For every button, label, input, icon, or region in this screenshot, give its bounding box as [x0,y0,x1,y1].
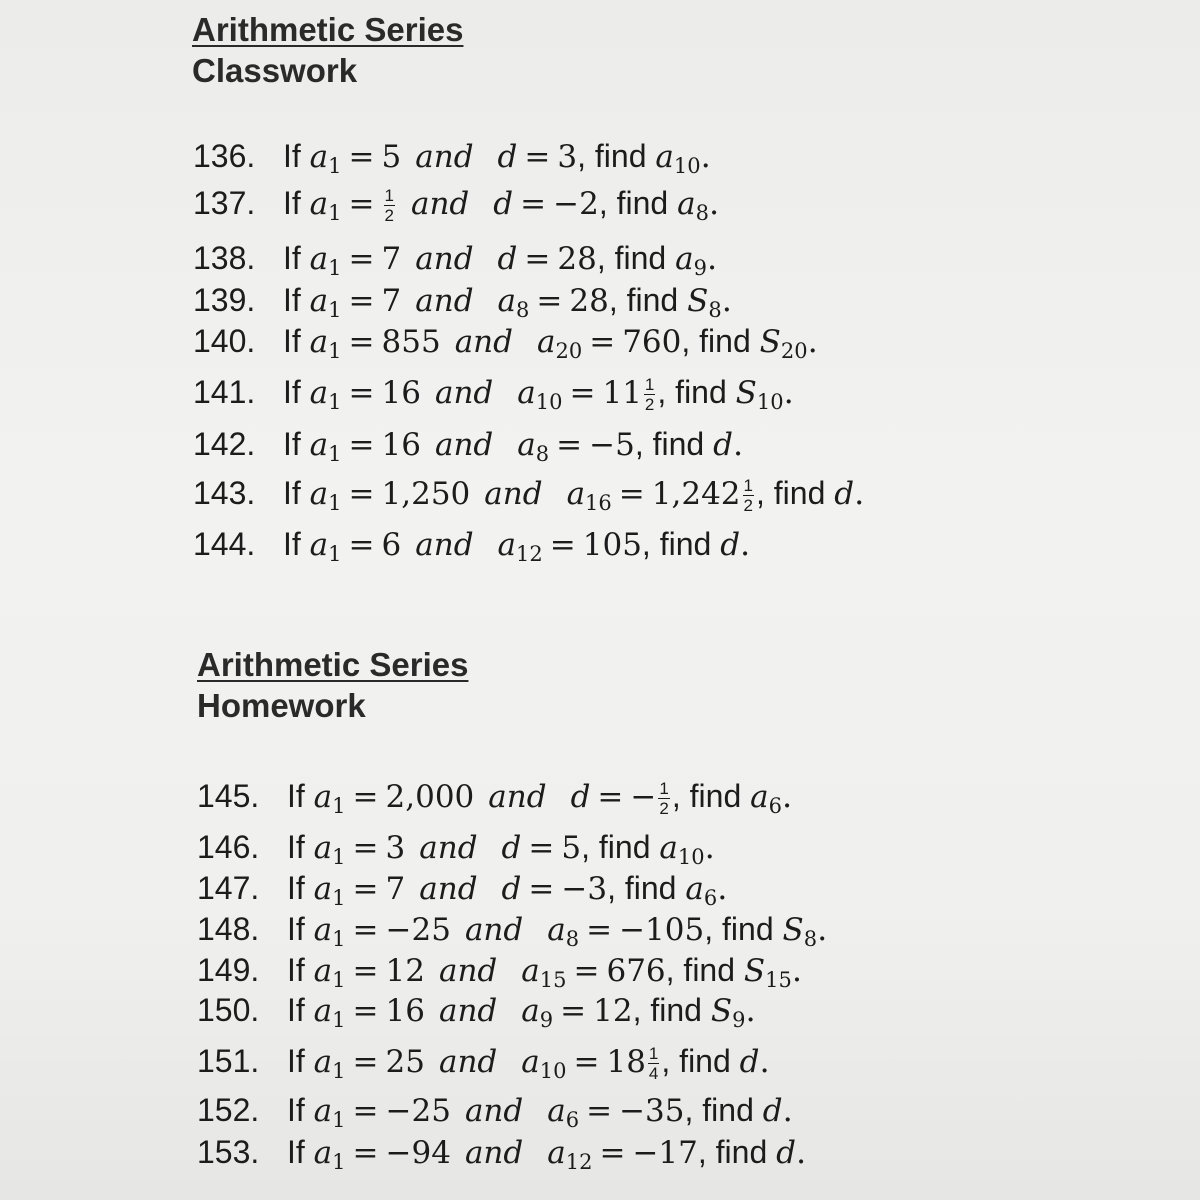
problem-number: 136. [193,138,256,174]
problem-number: 142. [193,426,256,462]
problem-number: 150. [197,992,260,1028]
problem-144: 144. If $a_1 = 6$ and $a_{12} = 105$, find d. [193,525,751,566]
problem-140: 140. If $a_1 = 855$ and $a_{20} = 760$, find $S_{20}$. [193,322,818,363]
problem-number: 140. [193,323,256,359]
fraction: $\frac{1}{2}$ [644,375,655,415]
problem-153: 153. If $a_1 = -94$ and $a_{12} = -17$, find d. [197,1133,807,1174]
problem-137: 137. If $a_1$ = $\frac{1}{2}$ and d = −2, find $a_8$. [193,184,720,226]
problem-number: 139. [193,282,256,318]
problem-149: 149. If $a_1 = 12$ and $a_{15} = 676$, find $S_{15}$. [197,951,803,992]
problem-number: 138. [193,240,256,276]
problem-number: 147. [197,870,260,906]
problem-number: 146. [197,829,260,865]
classwork-subtitle: Classwork [192,52,358,89]
problem-150: 150. If $a_1 = 16$ and $a_9 = 12$, find $S_9$. [197,991,756,1032]
problem-number: 152. [197,1092,260,1128]
problem-141: 141. If $a_1 = 16$ and $a_{10} = 11$ $\frac{1}{2}$ , find $S_{10}$. [193,373,794,415]
problem-number: 144. [193,526,256,562]
problem-143: 143. If $a_1 = 1,250$ and $a_{16} = 1,242$ $\frac{1}{2}$ , find d. [193,474,865,516]
homework-header [197,645,468,727]
fraction: $\frac{1}{2}$ [384,186,394,226]
problem-147: 147. If $a_1 = 7$ and d = −3, find $a_6$. [197,869,728,910]
problem-number: 153. [197,1134,260,1170]
problem-136: 136. If $a_1 = 5$ and d = 3, find $a_{10}$. [193,137,711,178]
problem-number: 148. [197,911,260,947]
fraction: $\frac{1}{2}$ [659,779,669,819]
fraction: $\frac{1}{2}$ [743,476,753,516]
problem-number: 145. [197,778,260,814]
problem-number: 137. [193,185,256,221]
problem-138: 138. If $a_1 = 7$ and d = 28, find $a_9$. [193,239,718,280]
problem-145: 145. If $a_1 = 2,000$ and d = − $\frac{1}{2}$ , find $a_6$. [197,777,793,819]
problem-148: 148. If $a_1 = -25$ and $a_8 = -105$, find $S_8$. [197,910,828,951]
problem-152: 152. If $a_1 = -25$ and $a_6 = -35$, find d. [197,1091,793,1132]
problem-142: 142. If $a_1 = 16$ and $a_8 = -5$, find d. [193,425,744,466]
homework-subtitle: Homework [197,687,366,724]
problem-146: 146. If $a_1 = 3$ and d = 5, find $a_{10}$. [197,828,715,869]
problem-number: 151. [197,1043,260,1079]
problem-151: 151. If $a_1 = 25$ and $a_{10} = 18$ $\frac{1}{4}$ , find d. [197,1042,770,1084]
classwork-header [192,10,463,92]
homework-title: Arithmetic Series [197,646,469,683]
problem-number: 149. [197,952,260,988]
fraction: $\frac{1}{4}$ [648,1044,659,1084]
classwork-title: Arithmetic Series [192,11,464,48]
problem-139: 139. If $a_1 = 7$ and $a_8 = 28$, find $S_8$. [193,281,732,322]
problem-number: 143. [193,475,256,511]
problem-number: 141. [193,374,256,410]
